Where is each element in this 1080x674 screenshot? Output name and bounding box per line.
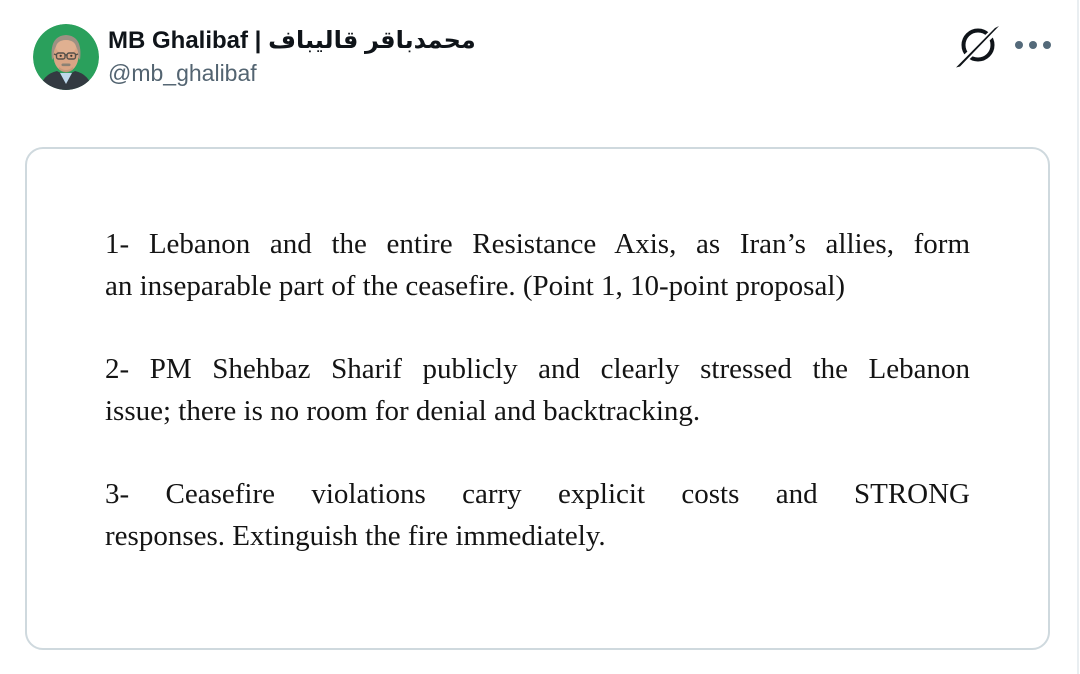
handle[interactable]: @mb_ghalibaf [108, 60, 257, 86]
text-line: 2- PM Shehbaz Sharif publicly and clearly stressed the Lebanon [105, 353, 970, 385]
avatar-image [33, 24, 99, 90]
eye-left [60, 55, 62, 57]
eye-right [70, 55, 72, 57]
more-button[interactable] [1011, 38, 1055, 54]
text-line: an inseparable part of the ceasefire. (Point 1, 10-point proposal) [105, 270, 846, 302]
image-text-content [105, 223, 970, 557]
forehead [56, 40, 76, 54]
paragraph-1 [105, 223, 970, 307]
ellipsis-icon [1011, 38, 1055, 54]
text-line: 1- Lebanon and the entire Resistance Axis, as Iran’s allies, form [105, 228, 970, 260]
paragraph-2 [105, 348, 970, 432]
paragraph-3 [105, 473, 970, 557]
tweet-image-attachment[interactable] [25, 147, 1050, 650]
grok-slash-circle-icon [955, 24, 1001, 70]
display-name[interactable]: محمدباقر قالیباف | MB Ghalibaf [108, 27, 476, 54]
text-line: responses. Extinguish the fire immediately. [105, 520, 606, 552]
text-line: issue; there is no room for denial and backtracking. [105, 395, 701, 427]
mustache [62, 64, 71, 67]
author-block [108, 26, 476, 88]
text-line: 3- Ceasefire violations carry explicit costs and STRONG [105, 478, 970, 510]
tweet-header [33, 24, 1060, 96]
grok-button[interactable] [955, 24, 1001, 70]
column-edge-divider [1077, 0, 1079, 674]
avatar[interactable] [33, 24, 99, 90]
